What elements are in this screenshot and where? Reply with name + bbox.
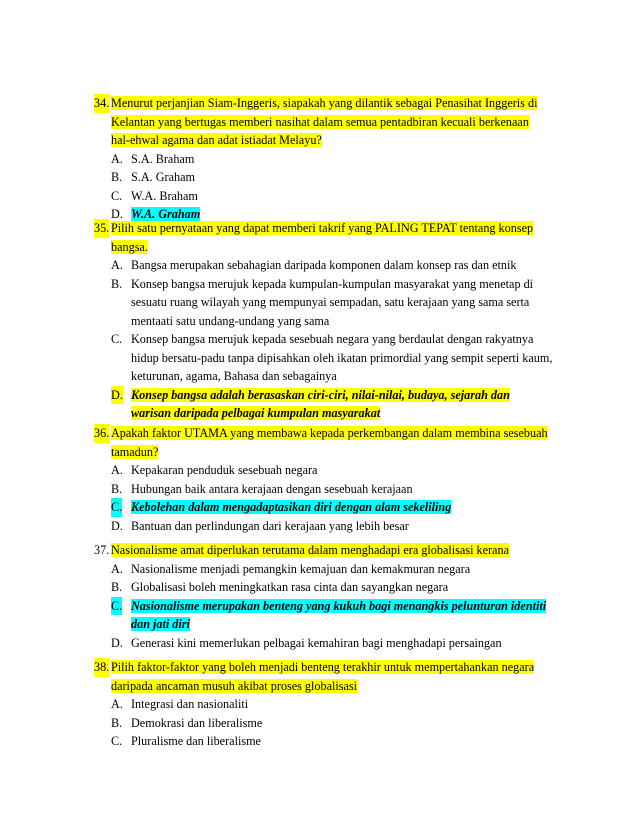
option-c-line: hidup bersatu-padu tanpa dipisahkan oleh ikatan primordial yang sempit seperti kaum, (131, 350, 553, 365)
question-number: 37. (94, 543, 110, 557)
option-a: A. Nasionalisme menjadi pemangkin kemajuan dan kemakmuran negara (111, 561, 471, 576)
option-c-answer: C. Nasionalisme merupakan benteng yang kukuh bagi menangkis pelunturan identiti (94, 597, 574, 616)
question-35 (94, 219, 574, 423)
question-number: 34. (94, 94, 109, 113)
question-number: 35. (94, 219, 109, 238)
question-stem-line: Pilih satu pernyataan yang dapat memberi takrif yang PALING TEPAT tentang konsep (111, 221, 534, 235)
option-a: A. Kepakaran penduduk sesebuah negara (111, 463, 318, 477)
option-b: B. Demokrasi dan liberalisme (111, 715, 263, 730)
question-stem-line: Pilih faktor-faktor yang boleh menjadi benteng terakhir untuk mempertahankan negara (111, 660, 535, 674)
option-d: D. Generasi kini memerlukan pelbagai kemahiran bagi menghadapi persaingan (111, 635, 502, 650)
question-34 (94, 94, 574, 224)
option-a: A. S.A. Braham (111, 151, 195, 166)
option-b: B. Hubungan baik antara kerajaan dengan sesebuah kerajaan (111, 481, 413, 496)
option-b-line: mentaati satu undang-undang yang sama (131, 313, 330, 328)
question-36 (94, 424, 574, 535)
question-stem-line: hal-ehwal agama dan adat istiadat Melayu? (111, 133, 322, 147)
question-stem-line: Nasionalisme amat diperlukan terutama dalam menghadapi era globalisasi kerana (111, 543, 509, 557)
option-d-answer-line: warisan daripada pelbagai kumpulan masyarakat (131, 406, 381, 420)
question-stem-line: daripada ancaman musuh akibat proses globalisasi (111, 678, 358, 693)
option-b: B. S.A. Graham (111, 170, 195, 184)
option-c-answer: C. Kebolehan dalam mengadaptasikan diri dengan alam sekeliling (94, 498, 574, 517)
option-d-answer: D. Konsep bangsa adalah berasaskan ciri-ciri, nilai-nilai, budaya, sejarah dan (94, 386, 574, 405)
option-d: D. Bantuan dan perlindungan dari kerajaan yang lebih besar (111, 518, 409, 533)
option-a: A. Integrasi dan nasionaliti (111, 697, 249, 711)
option-a: A. Bangsa merupakan sebahagian daripada komponen dalam konsep ras dan etnik (111, 258, 517, 272)
question-stem-line: Kelantan yang bertugas memberi nasihat dalam semua pentadbiran kecuali berkenaan (111, 114, 529, 129)
question-37 (94, 541, 574, 652)
option-c: C. W.A. Braham (111, 188, 198, 203)
question-38 (94, 658, 574, 751)
question-stem-line: Apakah faktor UTAMA yang membawa kepada perkembangan dalam membina sesebuah (111, 426, 548, 440)
option-c: C. Pluralisme dan liberalisme (111, 734, 261, 748)
option-c-line: keturunan, agama, Bahasa dan sebagainya (131, 369, 337, 383)
question-number: 36. (94, 424, 109, 443)
option-c-answer-line: dan jati diri (131, 617, 190, 631)
option-b: B. Globalisasi boleh meningkatkan rasa cinta dan sayangkan negara (111, 580, 449, 594)
question-stem-line: tamadun? (111, 444, 159, 459)
option-b-line: sesuatu ruang wilayah yang mempunyai sempadan, satu kerajaan yang sama serta (131, 295, 530, 309)
question-number: 38. (94, 658, 109, 677)
question-stem-line: bangsa. (111, 239, 148, 254)
option-c: C. Konsep bangsa merujuk kepada sesebuah negara yang berdaulat dengan rakyatnya (111, 332, 534, 346)
question-stem-line: Menurut perjanjian Siam-Inggeris, siapakah yang dilantik sebagai Penasihat Inggeris di (111, 96, 538, 110)
option-b: B. Konsep bangsa merujuk kepada kumpulan-kumpulan masyarakat yang menetap di (111, 276, 534, 291)
option-d-answer: D. W.A. Graham (111, 207, 201, 221)
